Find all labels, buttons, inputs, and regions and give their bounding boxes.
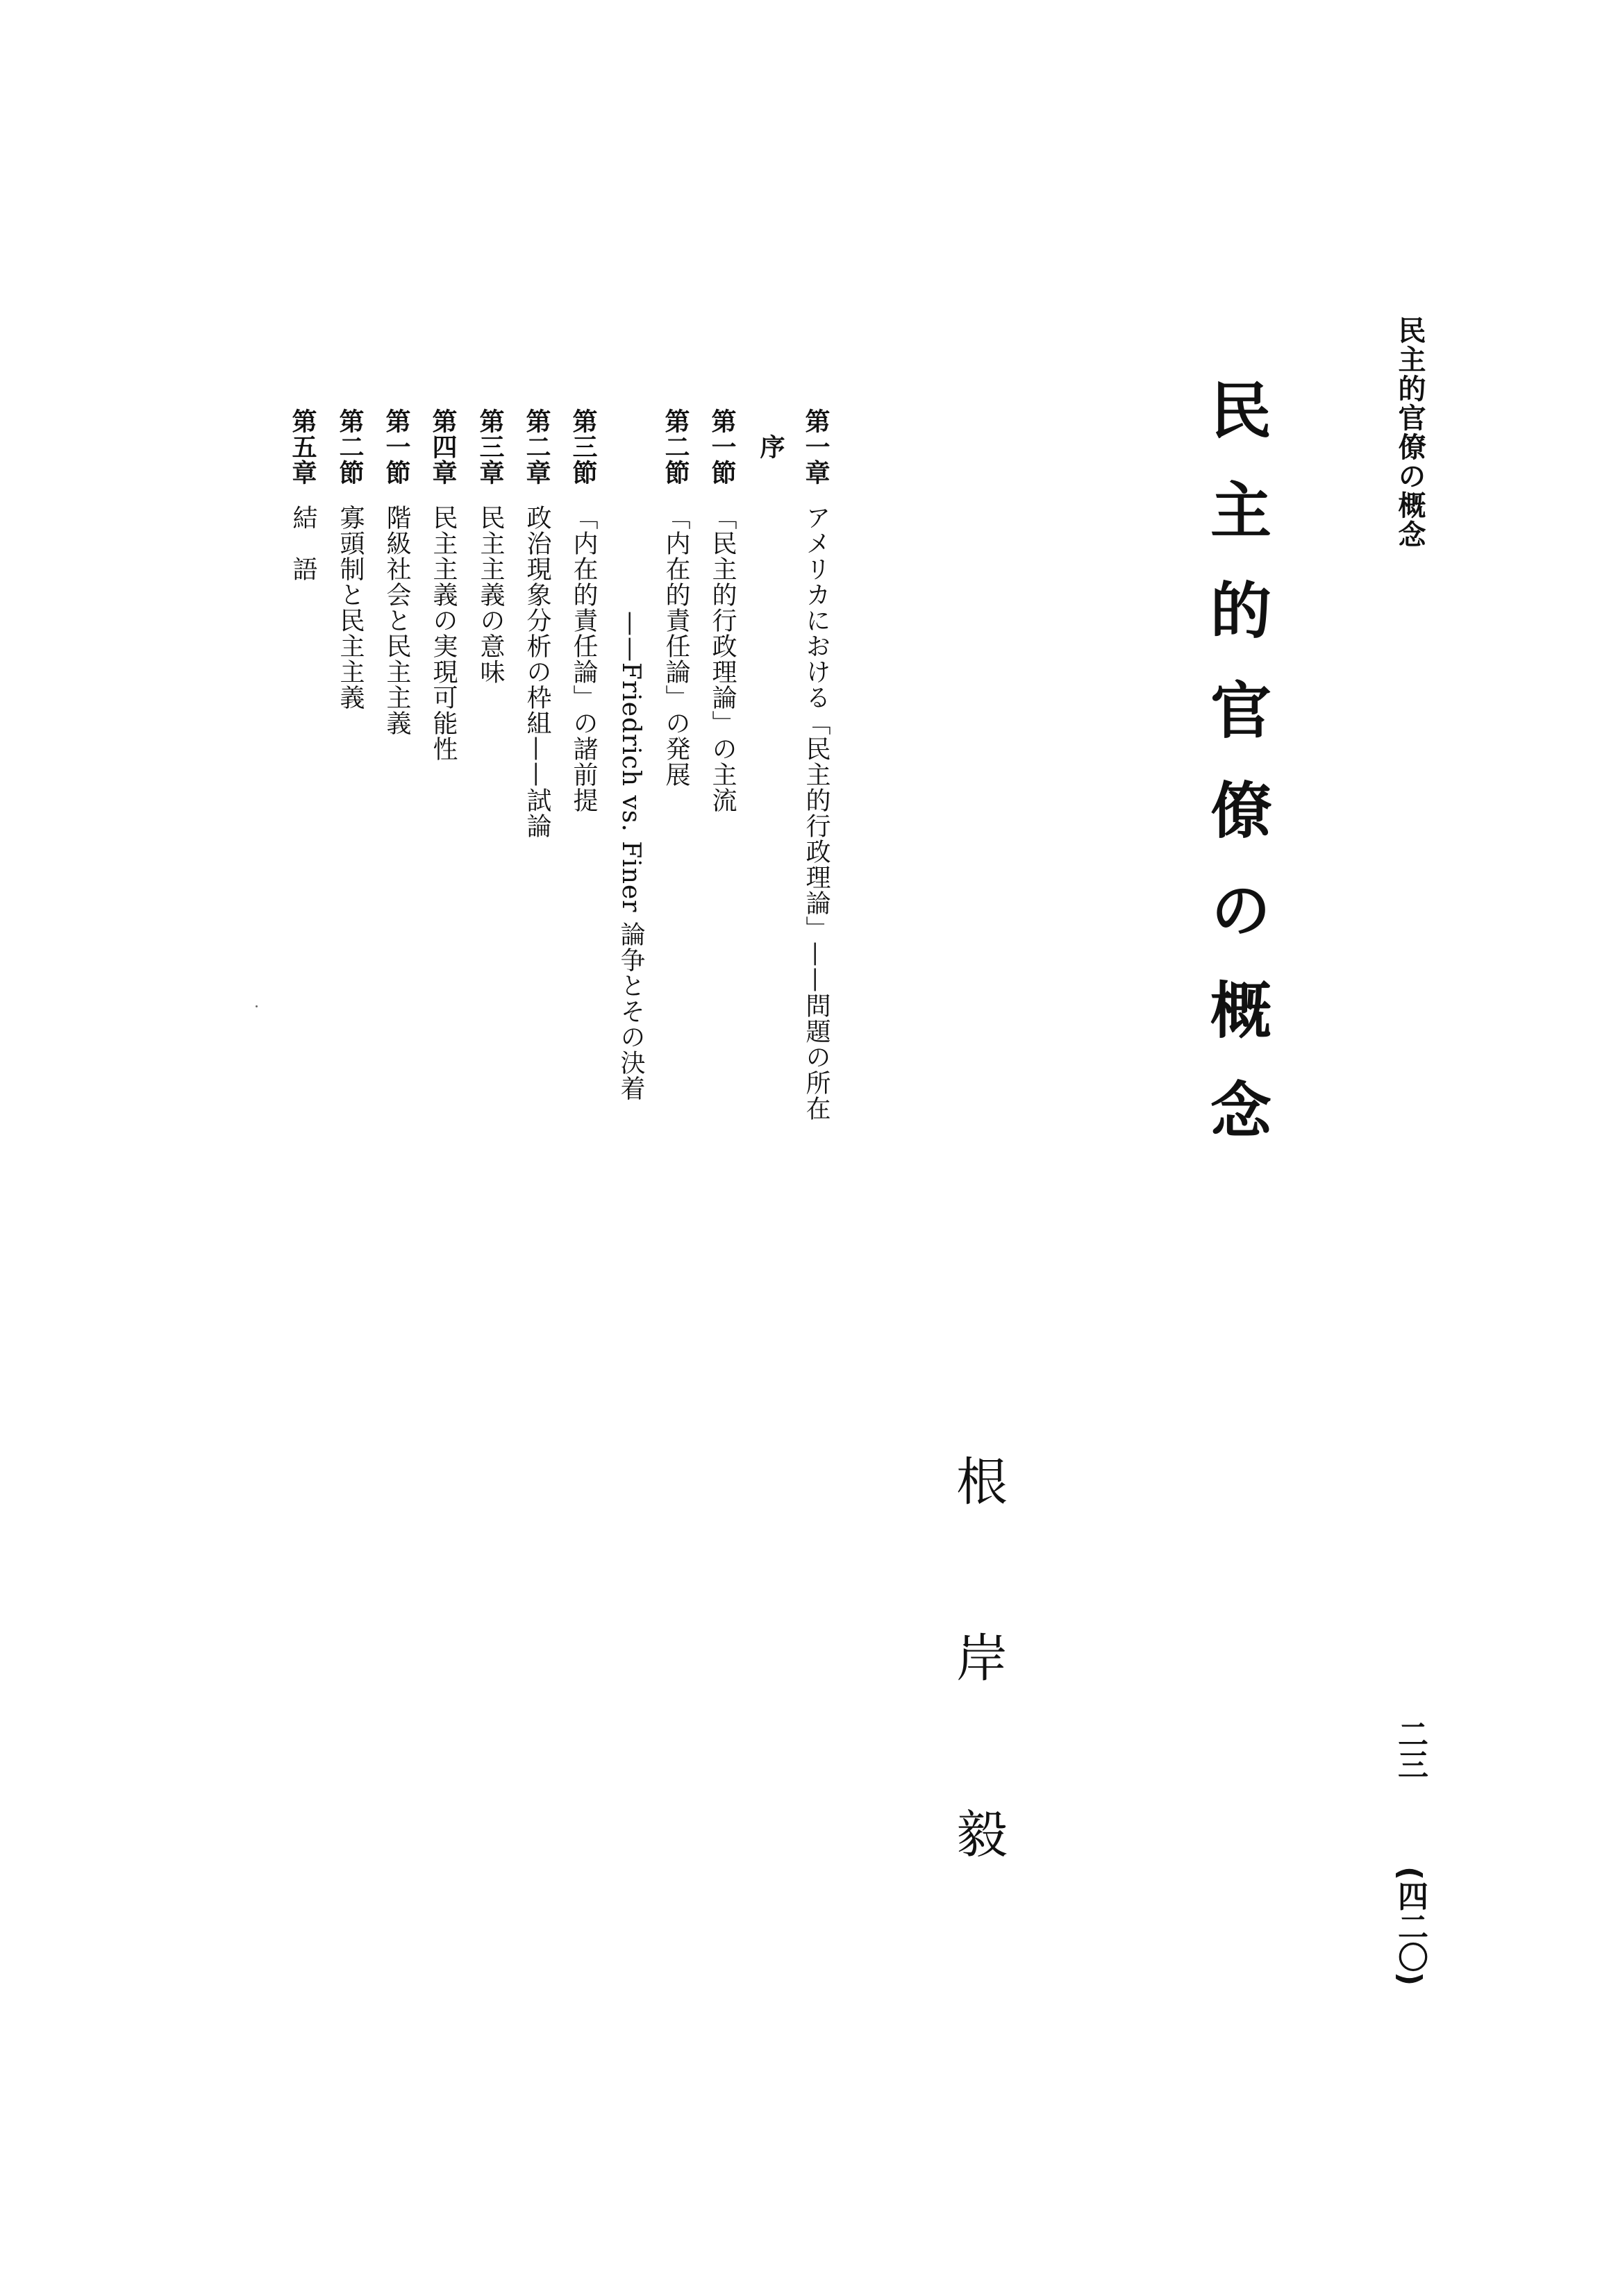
toc-entry [377,408,409,736]
toc-entry [331,408,365,710]
toc-entry-text: 結 語 [289,505,317,582]
toc-entry [424,408,456,762]
toc-entry [611,611,643,1101]
toc-entry [471,408,503,685]
toc-entry-text: 「内在的責任論」の諸前提 [569,505,598,813]
toc-entry [703,408,735,813]
toc-entry-label: 序 [756,434,785,460]
toc-entry [751,434,783,460]
toc-entry-text: 「民主的行政理論」の主流 [708,505,737,813]
toc-entry [564,408,596,813]
toc-entry [283,408,315,582]
toc-entry-text: 民主主義の実現可能性 [429,505,458,762]
toc-entry [797,408,831,1121]
toc-entry-label: 第一節 [382,408,411,485]
toc-entry-label: 第一章 [801,408,831,485]
page-title: 民主的官僚の概念 [1201,378,1273,1178]
toc-entry-text: 政治現象分析の枠組——試論 [523,505,551,839]
running-header: 民主的官僚の概念 [1394,316,1426,549]
page-number-kanji: (四二〇) [1392,1866,1428,1986]
toc-entry-label: 第一節 [708,408,737,485]
toc-entry-text: 寡頭制と民主主義 [336,505,365,710]
toc-entry [517,408,549,839]
toc-entry-label: 第二章 [522,408,551,485]
toc-entry-label: 第五章 [288,408,317,485]
toc-entry-label: 第三章 [476,408,505,485]
scan-speck [256,1005,258,1007]
page-number [1389,1718,1428,1986]
toc-entry-label: 第二節 [661,408,690,485]
toc-entry-text: 「内在的責任論」の発展 [662,505,690,787]
author-name: 根岸毅 [948,1455,1008,1984]
toc-entry-text: 民主主義の意味 [476,505,505,685]
toc-entry-label: 第三節 [569,408,598,485]
page-number-arabic: 二三 [1392,1718,1428,1779]
toc-entry-label: 第二節 [335,408,365,485]
toc-entry-text: ——Friedrich vs. Finer 論争とその決着 [617,611,645,1101]
toc-entry-text: アメリカにおける「民主的行政理論」——問題の所在 [802,505,831,1121]
toc-entry-label: 第四章 [428,408,458,485]
toc-entry [656,408,688,787]
toc-entry-text: 階級社会と民主主義 [383,505,411,736]
